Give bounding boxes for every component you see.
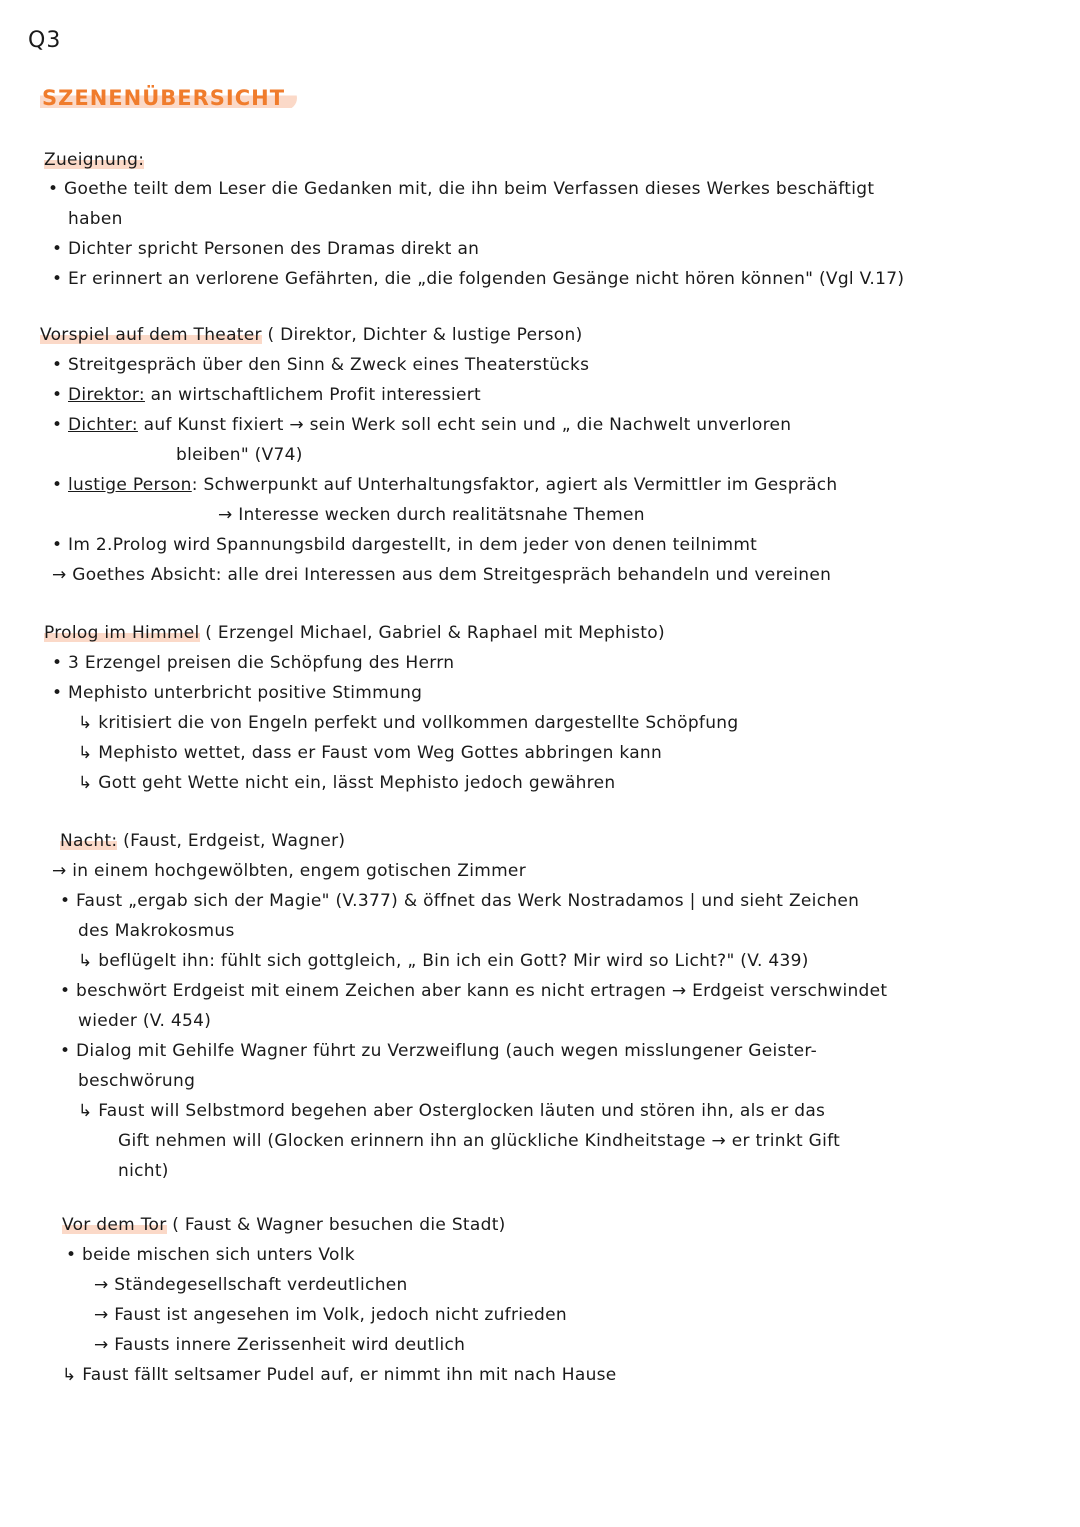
tor-point-1: • beide mischen sich unters Volk (66, 1245, 355, 1265)
prolog-subpoint-3: ↳ Gott geht Wette nicht ein, lässt Mephisto jedoch gewähren (78, 773, 616, 793)
zueignung-point-2: • Dichter spricht Personen des Dramas direkt an (52, 239, 480, 259)
zueignung-point-1-cont: haben (68, 209, 123, 229)
page-number-label: Q3 (28, 28, 62, 53)
section-heading-vorspiel: Vorspiel auf dem Theater ( Direktor, Dichter & lustige Person) (40, 325, 583, 345)
section-heading-zueignung: Zueignung: (44, 150, 145, 170)
tor-conclusion: ↳ Faust fällt seltsamer Pudel auf, er nimmt ihn mit nach Hause (62, 1365, 617, 1385)
vorspiel-point-prolog2: • Im 2.Prolog wird Spannungsbild dargestellt, in dem jeder von denen teilnimmt (52, 535, 758, 555)
vorspiel-subpoint: → Interesse wecken durch realitätsnahe Themen (218, 505, 645, 525)
section-heading-nacht: Nacht: (Faust, Erdgeist, Wagner) (60, 831, 346, 851)
nacht-point-4: • Dialog mit Gehilfe Wagner führt zu Verzweiflung (auch wegen misslungener Geister- (60, 1041, 818, 1061)
vorspiel-conclusion: → Goethes Absicht: alle drei Interessen aus dem Streitgespräch behandeln und vereinen (52, 565, 832, 585)
vorspiel-point-lustige-person: • lustige Person: Schwerpunkt auf Unterhaltungsfaktor, agiert als Vermittler im Gespräch (52, 475, 838, 495)
tor-subpoint-3: → Fausts innere Zerissenheit wird deutlich (94, 1335, 466, 1355)
prolog-subpoint-1: ↳ kritisiert die von Engeln perfekt und vollkommen dargestellte Schöpfung (78, 713, 739, 733)
section-heading-prolog: Prolog im Himmel ( Erzengel Michael, Gabriel & Raphael mit Mephisto) (44, 623, 665, 643)
vorspiel-point-dichter-cont: bleiben" (V74) (176, 445, 303, 465)
nacht-point-2: • Faust „ergab sich der Magie" (V.377) & öffnet das Werk Nostradamos | und sieht Zeichen (60, 891, 860, 911)
vorspiel-point-dichter: • Dichter: auf Kunst fixiert → sein Werk soll echt sein und „ die Nachwelt unverloren (52, 415, 792, 435)
prolog-subpoint-2: ↳ Mephisto wettet, dass er Faust vom Weg Gottes abbringen kann (78, 743, 663, 763)
prolog-point-2: • Mephisto unterbricht positive Stimmung (52, 683, 423, 703)
vorspiel-point-1: • Streitgespräch über den Sinn & Zweck eines Theaterstücks (52, 355, 590, 375)
tor-subpoint-1: → Ständegesellschaft verdeutlichen (94, 1275, 408, 1295)
nacht-subpoint-2-cont: Gift nehmen will (Glocken erinnern ihn an glückliche Kindheitstage → er trinkt Gift (118, 1131, 841, 1151)
nacht-point-3-cont: wieder (V. 454) (78, 1011, 212, 1031)
nacht-point-3: • beschwört Erdgeist mit einem Zeichen aber kann es nicht ertragen → Erdgeist verschwindet (60, 981, 888, 1001)
tor-subpoint-2: → Faust ist angesehen im Volk, jedoch nicht zufrieden (94, 1305, 567, 1325)
nacht-subpoint-2-end: nicht) (118, 1161, 169, 1181)
page-title: SZENENÜBERSICHT (40, 86, 297, 110)
nacht-point-1: → in einem hochgewölbten, engem gotischen Zimmer (52, 861, 526, 881)
vorspiel-point-direktor: • Direktor: an wirtschaftlichem Profit interessiert (52, 385, 481, 405)
prolog-point-1: • 3 Erzengel preisen die Schöpfung des Herrn (52, 653, 455, 673)
zueignung-point-1: • Goethe teilt dem Leser die Gedanken mit, die ihn beim Verfassen dieses Werkes beschäftigt (48, 179, 875, 199)
nacht-subpoint-1: ↳ beflügelt ihn: fühlt sich gottgleich, „ Bin ich ein Gott? Mir wird so Licht?" (V. 439) (78, 951, 809, 971)
nacht-subpoint-2: ↳ Faust will Selbstmord begehen aber Osterglocken läuten und stören ihn, als er das (78, 1101, 826, 1121)
section-heading-tor: Vor dem Tor ( Faust & Wagner besuchen die Stadt) (62, 1215, 506, 1235)
nacht-point-2-cont: des Makrokosmus (78, 921, 235, 941)
zueignung-point-3: • Er erinnert an verlorene Gefährten, die „die folgenden Gesänge nicht hören können" (Vgl V.17) (52, 269, 905, 289)
nacht-point-4-cont: beschwörung (78, 1071, 196, 1091)
